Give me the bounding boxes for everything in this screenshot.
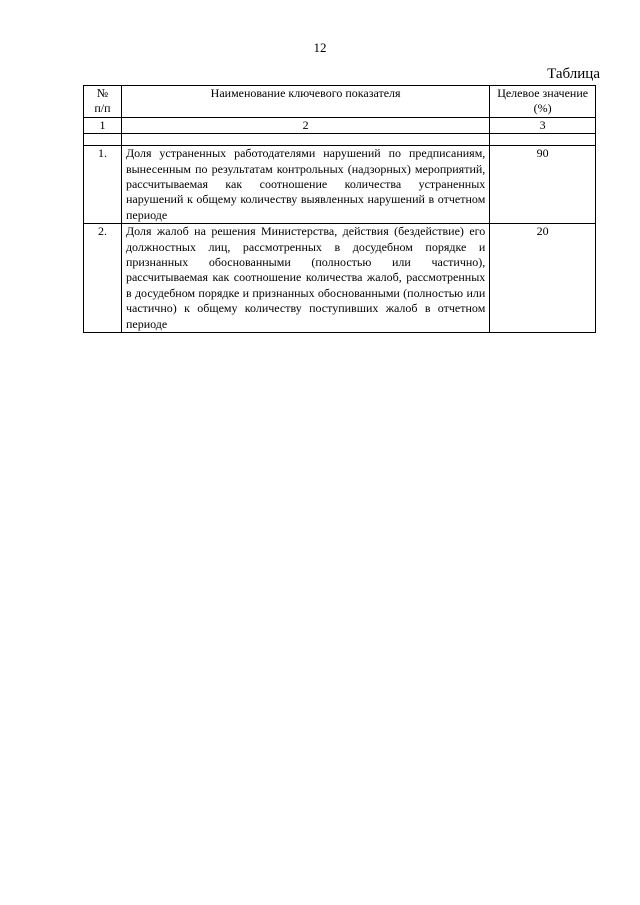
header-num-label: № п/п <box>94 86 111 116</box>
header-value-label: Целевое значение (%) <box>497 86 589 116</box>
table-row <box>84 146 596 224</box>
row-num: 2. <box>84 224 122 333</box>
table-caption: Таблица <box>547 66 600 82</box>
target-value: 20 <box>490 224 596 333</box>
column-number: 1 <box>84 117 122 133</box>
indicator-name: Доля жалоб на решения Министерства, действия (бездействие) его должностных лиц, рассмотренных в досудебном порядке и признанных обоснованными (полностью или частично), рассчитываемая как соотношение количества жалоб, рассмотренных в досудебном порядке и признанных обоснованными (полностью или частично) к общему количеству поступивших жалоб в отчетном периоде <box>121 224 489 333</box>
page-number: 12 <box>313 40 327 55</box>
table-row <box>84 224 596 333</box>
row-num: 1. <box>84 146 122 224</box>
column-number-row <box>84 117 596 133</box>
spacer-row <box>84 134 596 146</box>
column-number: 3 <box>490 117 596 133</box>
header-row <box>84 86 596 118</box>
header-name: Наименование ключевого показателя <box>121 86 489 118</box>
indicator-name: Доля устраненных работодателями нарушений по предписаниям, вынесенным по результатам контрольных (надзорных) мероприятий, рассчитываемая как соотношение количества устраненных нарушений к общему количеству выявленных нарушений в отчетном периоде <box>121 146 489 224</box>
header-num <box>84 86 122 118</box>
key-indicators-table <box>83 85 596 333</box>
spacer-cell <box>121 134 489 146</box>
spacer-cell <box>84 134 122 146</box>
spacer-cell <box>490 134 596 146</box>
column-number: 2 <box>121 117 489 133</box>
header-value <box>490 86 596 118</box>
target-value: 90 <box>490 146 596 224</box>
